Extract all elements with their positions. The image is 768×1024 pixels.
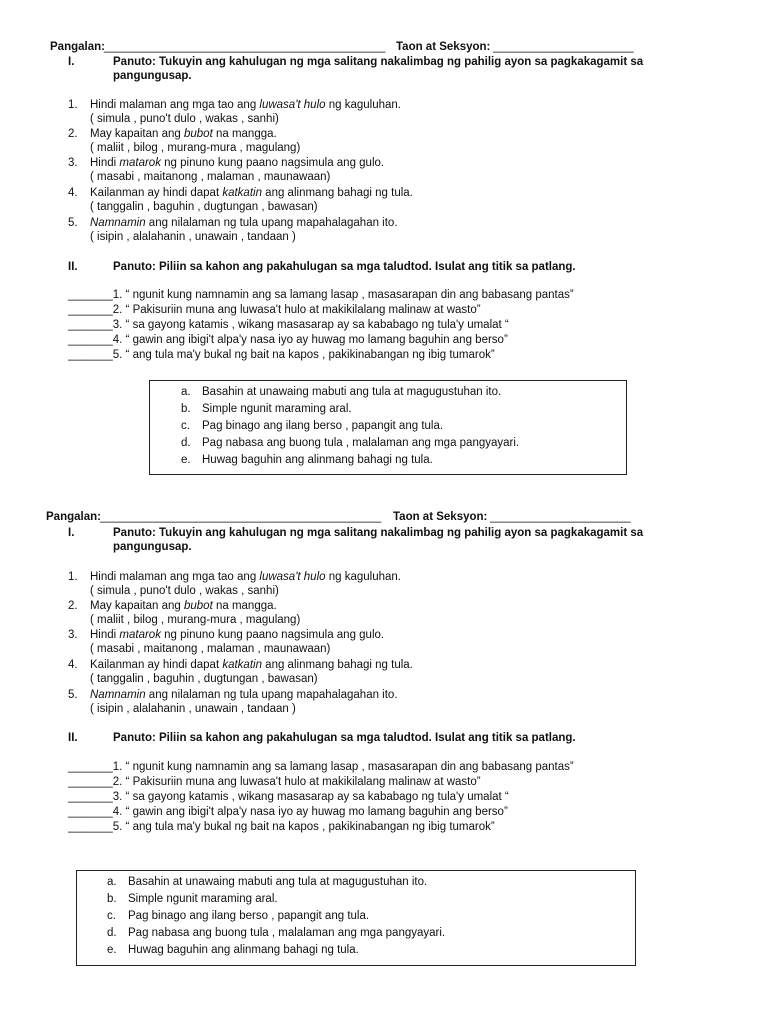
item-number: 5.: [68, 689, 78, 701]
item-choices: ( simula , puno't dulo , wakas , sanhi): [90, 113, 279, 125]
section-label: Taon at Seksyon:: [393, 511, 488, 523]
box-letter: b.: [107, 893, 117, 905]
answer-line[interactable]: _______4. “ gawin ang ibigi't alpa'y nasa iyo ay huwag mo lamang baguhin ang berso”: [68, 806, 508, 818]
target-word: luwasa't hulo: [259, 99, 326, 111]
target-word: Namnamin: [90, 217, 146, 229]
target-word: katkatin: [222, 187, 262, 199]
name-label: Pangalan:: [46, 511, 101, 523]
part2-instruction: Panuto: Piliin sa kahon ang pakahulugan sa mga taludtod. Isulat ang titik sa patlang.: [113, 732, 576, 744]
section-field[interactable]: ______________________: [493, 41, 634, 53]
part2-numeral: II.: [68, 261, 78, 273]
part1-instruction-cont: pangungusap.: [113, 70, 192, 82]
section-label: Taon at Seksyon:: [396, 41, 491, 53]
box-choice: Basahin at unawaing mabuti ang tula at magugustuhan ito.: [202, 386, 502, 398]
item-sentence: Namnamin ang nilalaman ng tula upang mapahalagahan ito.: [90, 217, 398, 229]
item-choices: ( maliit , bilog , murang-mura , magulang): [90, 614, 301, 626]
target-word: bubot: [183, 600, 213, 612]
item-number: 4.: [68, 187, 78, 199]
answer-line[interactable]: _______2. “ Pakisuriin muna ang luwasa't hulo at makikilalang malinaw at wasto”: [68, 304, 481, 316]
part1-instruction: Panuto: Tukuyin ang kahulugan ng mga salitang nakalimbag ng pahilig ayon sa pagkakagamit sa: [113, 56, 644, 68]
box-letter: d.: [181, 437, 191, 449]
part2-instruction: Panuto: Piliin sa kahon ang pakahulugan sa mga taludtod. Isulat ang titik sa patlang.: [113, 261, 576, 273]
item-number: 2.: [68, 600, 78, 612]
item-choices: ( isipin , alalahanin , unawain , tandaan ): [90, 231, 296, 243]
name-field[interactable]: ____________________________________________: [104, 41, 386, 53]
item-choices: ( masabi , maitanong , malaman , maunawaan): [90, 643, 331, 655]
part1-numeral: I.: [68, 527, 75, 539]
answer-line[interactable]: _______1. “ ngunit kung namnamin ang sa lamang lasap , masasarapan din ang babasang pantas”: [68, 761, 574, 773]
item-number: 1.: [68, 571, 78, 583]
item-number: 4.: [68, 659, 78, 671]
item-sentence: Namnamin ang nilalaman ng tula upang mapahalagahan ito.: [90, 689, 398, 701]
item-number: 1.: [68, 99, 78, 111]
item-choices: ( tanggalin , baguhin , dugtungan , bawasan): [90, 201, 318, 213]
answer-line[interactable]: _______2. “ Pakisuriin muna ang luwasa't hulo at makikilalang malinaw at wasto”: [68, 776, 481, 788]
box-choice: Huwag baguhin ang alinmang bahagi ng tula.: [202, 454, 433, 466]
box-choice: Simple ngunit maraming aral.: [128, 893, 278, 905]
box-letter: e.: [107, 944, 117, 956]
box-choice: Pag nabasa ang buong tula , malalaman ang mga pangyayari.: [202, 437, 520, 449]
box-choice: Pag binago ang ilang berso , papangit ang tula.: [128, 910, 370, 922]
item-choices: ( maliit , bilog , murang-mura , magulang): [90, 142, 301, 154]
box-letter: a.: [181, 386, 191, 398]
item-sentence: Hindi malaman ang mga tao ang luwasa't hulo ng kaguluhan.: [90, 99, 401, 111]
item-sentence: Hindi matarok ng pinuno kung paano nagsimula ang gulo.: [90, 157, 385, 169]
target-word: bubot: [183, 128, 213, 140]
box-choice: Pag binago ang ilang berso , papangit ang tula.: [202, 420, 444, 432]
item-sentence: May kapaitan ang bubot na mangga.: [90, 600, 277, 612]
item-sentence: Kailanman ay hindi dapat katkatin ang alinmang bahagi ng tula.: [90, 659, 413, 671]
name-label: Pangalan:: [50, 41, 105, 53]
box-choice: Basahin at unawaing mabuti ang tula at magugustuhan ito.: [128, 876, 428, 888]
target-word: luwasa't hulo: [259, 571, 326, 583]
box-letter: c.: [181, 420, 190, 432]
answer-line[interactable]: _______5. “ ang tula ma'y bukal ng bait na kapos , pakikinabangan ng ibig tumarok”: [68, 821, 495, 833]
item-choices: ( tanggalin , baguhin , dugtungan , bawasan): [90, 673, 318, 685]
part1-numeral: I.: [68, 56, 75, 68]
answer-line[interactable]: _______3. “ sa gayong katamis , wikang masasarap ay sa kababago ng tula'y umalat “: [68, 791, 509, 803]
section-field[interactable]: ______________________: [490, 511, 631, 523]
target-word: Namnamin: [90, 689, 146, 701]
part1-instruction-cont: pangungusap.: [113, 541, 192, 553]
box-letter: b.: [181, 403, 191, 415]
item-choices: ( simula , puno't dulo , wakas , sanhi): [90, 585, 279, 597]
item-choices: ( isipin , alalahanin , unawain , tandaan ): [90, 703, 296, 715]
box-letter: e.: [181, 454, 191, 466]
box-choice: Pag nabasa ang buong tula , malalaman ang mga pangyayari.: [128, 927, 446, 939]
item-sentence: Hindi matarok ng pinuno kung paano nagsimula ang gulo.: [90, 629, 385, 641]
answer-line[interactable]: _______4. “ gawin ang ibigi't alpa'y nasa iyo ay huwag mo lamang baguhin ang berso”: [68, 334, 508, 346]
target-word: katkatin: [222, 659, 262, 671]
answer-line[interactable]: _______3. “ sa gayong katamis , wikang masasarap ay sa kababago ng tula'y umalat “: [68, 319, 509, 331]
item-number: 2.: [68, 128, 78, 140]
part1-instruction: Panuto: Tukuyin ang kahulugan ng mga salitang nakalimbag ng pahilig ayon sa pagkakagamit sa: [113, 527, 644, 539]
part2-numeral: II.: [68, 732, 78, 744]
item-sentence: May kapaitan ang bubot na mangga.: [90, 128, 277, 140]
name-field[interactable]: ____________________________________________: [100, 511, 382, 523]
target-word: matarok: [119, 157, 161, 169]
item-choices: ( masabi , maitanong , malaman , maunawaan): [90, 171, 331, 183]
box-letter: c.: [107, 910, 116, 922]
box-letter: a.: [107, 876, 117, 888]
target-word: matarok: [119, 629, 161, 641]
box-choice: Simple ngunit maraming aral.: [202, 403, 352, 415]
item-sentence: Hindi malaman ang mga tao ang luwasa't hulo ng kaguluhan.: [90, 571, 401, 583]
item-sentence: Kailanman ay hindi dapat katkatin ang alinmang bahagi ng tula.: [90, 187, 413, 199]
box-letter: d.: [107, 927, 117, 939]
item-number: 3.: [68, 157, 78, 169]
item-number: 5.: [68, 217, 78, 229]
box-choice: Huwag baguhin ang alinmang bahagi ng tula.: [128, 944, 359, 956]
answer-line[interactable]: _______5. “ ang tula ma'y bukal ng bait na kapos , pakikinabangan ng ibig tumarok”: [68, 349, 495, 361]
answer-line[interactable]: _______1. “ ngunit kung namnamin ang sa lamang lasap , masasarapan din ang babasang pantas”: [68, 289, 574, 301]
item-number: 3.: [68, 629, 78, 641]
